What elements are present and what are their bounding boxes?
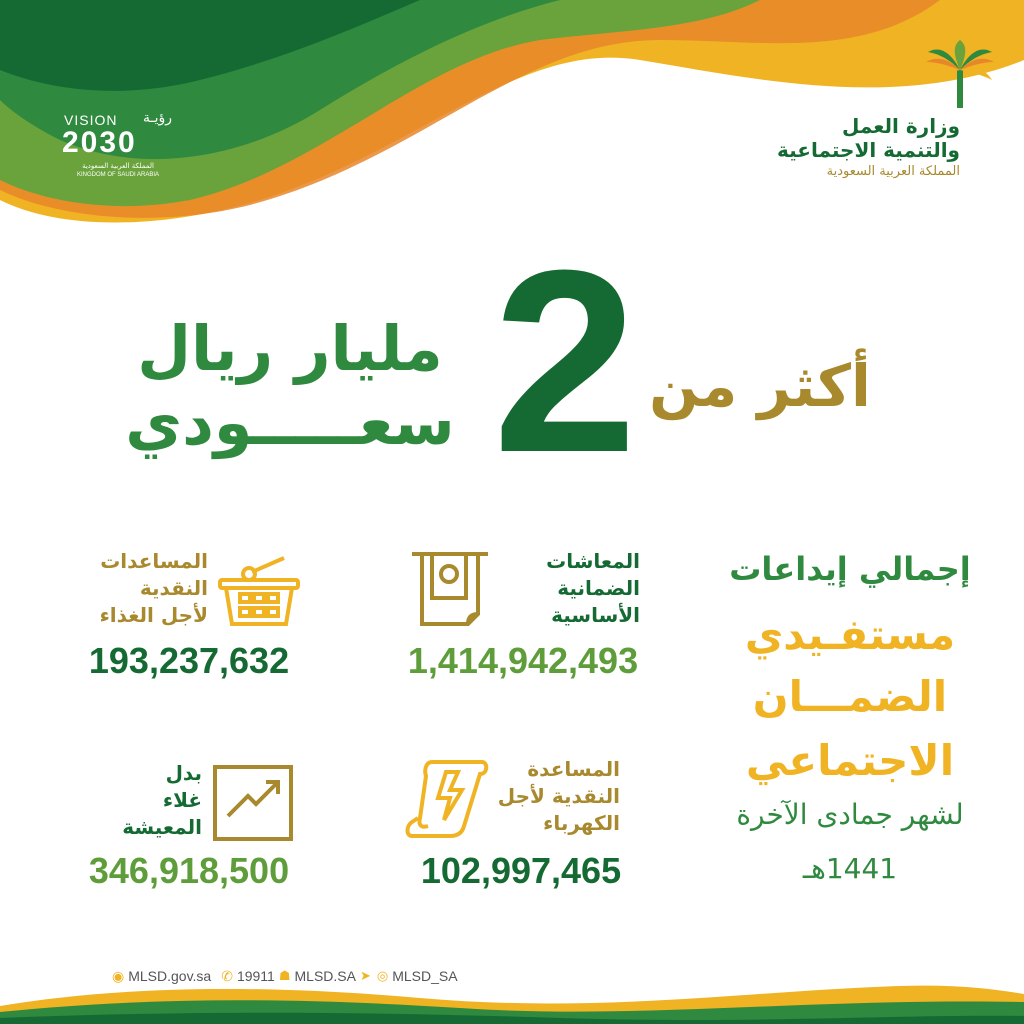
- summary-line1: إجمالي إيداعات: [729, 550, 971, 588]
- stat-pensions-label-line1: المعاشات: [546, 549, 640, 573]
- footer-phone[interactable]: 19911: [236, 968, 275, 984]
- summary-line4: الاجتماعي: [745, 736, 955, 785]
- bottom-wave-decoration: [0, 984, 1024, 1024]
- stat-food-label: [60, 548, 208, 629]
- ministry-palm-icon: [920, 40, 1000, 110]
- ministry-name-line2: والتنمية الاجتماعية: [777, 138, 960, 162]
- footer-contacts: [112, 966, 458, 986]
- ministry-name-line1: وزارة العمل: [842, 114, 960, 138]
- ministry-country: المملكة العربية السعودية: [826, 164, 960, 179]
- electricity-bill-icon: [404, 756, 490, 840]
- stat-living-value: 346,918,500: [88, 850, 290, 891]
- headline-number: 2: [492, 217, 638, 507]
- document-icon: [408, 548, 492, 632]
- stat-food-label-line1: المساعدات: [100, 549, 208, 573]
- summary-line5: لشهر جمادى الآخرة: [736, 798, 964, 831]
- headline-currency-line2: سعـــــودي: [125, 386, 455, 459]
- stat-pensions-label-line3: الأساسية: [551, 603, 640, 627]
- snapchat-icon: ☗: [278, 968, 291, 983]
- summary-line2: مستفـيدي: [744, 610, 956, 659]
- stat-electricity-label-line3: الكهرباء: [543, 811, 620, 835]
- footer-website[interactable]: MLSD.gov.sa: [128, 968, 212, 984]
- vision-label: VISION: [64, 112, 118, 128]
- stat-electricity-label-line1: المساعدة: [527, 757, 620, 781]
- stat-electricity-value: 102,997,465: [420, 850, 622, 891]
- vision-kingdom-en: KINGDOM OF SAUDI ARABIA: [76, 172, 159, 178]
- twitter-icon: ➤: [359, 968, 371, 983]
- basket-icon: [216, 550, 302, 630]
- stat-food-label-line2: النقدية: [139, 576, 208, 600]
- stat-food-value: 193,237,632: [88, 640, 290, 681]
- vision-arabic-label: رؤيـة: [142, 110, 172, 126]
- stat-living-label: [70, 760, 202, 841]
- summary-line6: 1441هـ: [802, 852, 898, 885]
- footer-instagram[interactable]: MLSD_SA: [392, 968, 458, 984]
- summary-line3: الضمـــان: [752, 672, 948, 721]
- chart-up-icon: [212, 764, 294, 842]
- footer-snapchat[interactable]: MLSD.SA: [294, 968, 356, 984]
- stat-pensions-label-line2: الضمانية: [557, 576, 640, 600]
- instagram-icon: ◎: [376, 968, 389, 983]
- stat-electricity-label-line2: النقدية لأجل: [497, 784, 620, 808]
- vision-kingdom-ar: المملكة العربية السعودية: [82, 162, 154, 170]
- stat-living-label-line1: بدل: [165, 761, 202, 785]
- headline-currency-line1: مليار ريال: [137, 312, 443, 385]
- globe-icon: ◉: [112, 967, 125, 984]
- stat-pensions-label: [500, 548, 640, 629]
- stat-food-label-line3: لأجل الغذاء: [99, 603, 208, 627]
- stat-living-label-line2: غلاء: [162, 788, 202, 812]
- vision-2030-logo: [62, 112, 174, 182]
- stat-living-label-line3: المعيشة: [122, 815, 202, 839]
- vision-year: 2030: [62, 126, 137, 159]
- headline-more-than: أكثر من: [649, 352, 871, 420]
- phone-icon: ✆: [221, 967, 233, 984]
- stat-electricity-label: [496, 756, 620, 837]
- stat-pensions-value: 1,414,942,493: [407, 640, 639, 681]
